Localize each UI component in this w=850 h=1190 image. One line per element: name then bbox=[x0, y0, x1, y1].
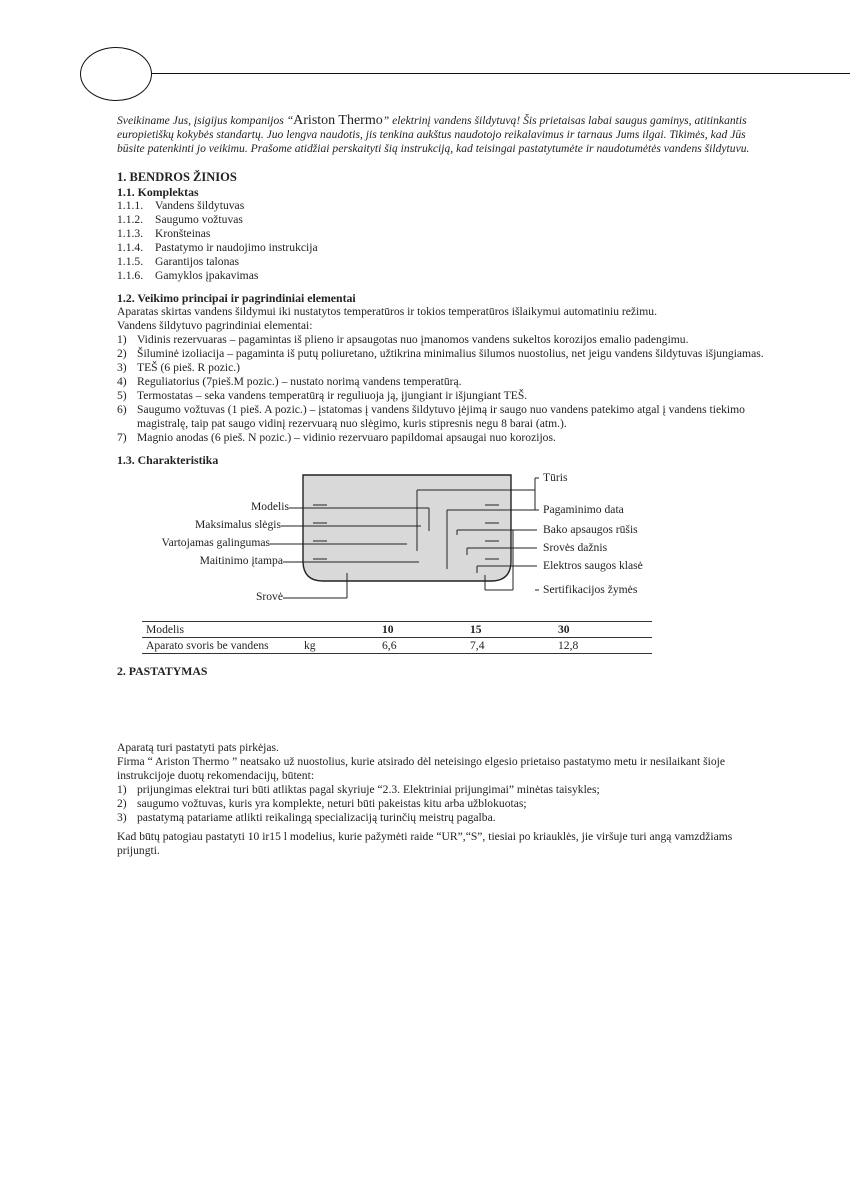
list-item: 3) TEŠ (6 pieš. R pozic.) bbox=[117, 361, 241, 374]
purpose-paragraph: Aparatas skirtas vandens šildymui iki nustatytos temperatūros ir tokios temperatūros išlaikymui automatiniu režimu. bbox=[117, 305, 657, 318]
label-voltage: Maitinimo įtampa bbox=[199, 554, 283, 567]
rating-plate-diagram bbox=[117, 469, 767, 609]
intro-paragraph bbox=[117, 114, 767, 156]
elements-list bbox=[117, 333, 767, 445]
label-safety-class: Elektros saugos klasė bbox=[543, 559, 643, 572]
section-2-title: 2. PASTATYMAS bbox=[117, 664, 208, 678]
label-current: Srovė bbox=[255, 590, 283, 603]
page-number-oval bbox=[80, 47, 152, 101]
list-item: 7) Magnio anodas (6 pieš. N pozic.) – vidinio rezervuaro papildomai apsaugai nuo korozijos. bbox=[117, 431, 556, 444]
install-list bbox=[117, 783, 767, 825]
label-production-date: Pagaminimo data bbox=[543, 503, 624, 516]
list-item: 1.1.3. Kronšteinas bbox=[117, 227, 211, 240]
section-1-title: 1. BENDROS ŽINIOS bbox=[117, 170, 237, 184]
list-item: 1) Vidinis rezervuaras – pagamintas iš plieno ir apsaugotas nuo įmanomos vandens sukeltos korozijos emalio padengimu. bbox=[117, 333, 689, 346]
list-item: 1.1.1. Vandens šildytuvas bbox=[117, 199, 245, 212]
list-item: 1.1.2. Saugumo vožtuvas bbox=[117, 213, 243, 226]
label-frequency: Srovės dažnis bbox=[543, 541, 608, 554]
rating-plate-shape bbox=[303, 475, 511, 581]
install-para-2: Firma “ Ariston Thermo ” neatsako už nuostolius, kurie atsirado dėl neteisingo elgesio prietaiso pastatymo metu ir nesilaikant šioje instrukcijoje duotų rekomendacijų, būtent: bbox=[117, 755, 726, 782]
list-item: 6) Saugumo vožtuvas (1 pieš. A pozic.) – įstatomas į vandens šildytuvo įėjimą ir saugo nuo vandens patekimo atgal į vandens tiekimo magistralę, taip pat saugo vidinį rezervuarą nuo slėgimo, kuris stipresnis negu 8 barai (atm.). bbox=[117, 403, 745, 430]
list-item: 1) prijungimas elektrai turi būti atliktas pagal skyriuje “2.3. Elektriniai prijungimai” minėtas taisykles; bbox=[117, 783, 600, 796]
label-volume: Tūris bbox=[543, 471, 568, 484]
section-1-1-title: 1.1. Komplektas bbox=[117, 185, 199, 199]
document-body bbox=[117, 114, 767, 858]
table-header-row: Modelis 10 15 30 bbox=[142, 622, 652, 638]
list-item: 5) Termostatas – seka vandens temperatūrą ir reguliuoja ją, įjungiant ir išjungiant TEŠ. bbox=[117, 389, 528, 402]
label-certification: Sertifikacijos žymės bbox=[543, 583, 638, 596]
list-item: 1.1.4. Pastatymo ir naudojimo instrukcija bbox=[117, 241, 318, 254]
install-para-1: Aparatą turi pastatyti pats pirkėjas. bbox=[117, 741, 279, 754]
header-rule bbox=[150, 73, 850, 74]
brand-name: Ariston Thermo bbox=[293, 113, 383, 128]
elements-lead: Vandens šildytuvo pagrindiniai elementai: bbox=[117, 319, 313, 332]
intro-text-end: ” elektrinį vandens šildytuvą! Šis prietaisas labai saugus gaminys, atitinkantis europietiškų kokybės standartų. Juo lengva naudotis, jis tenkina aukštus naudotojo reikalavimus ir tarnaus Jums ilgai. Tikimės, kad Jūs būsite patenkinti jo veikimu. Prašome atidžiai perskaityti šią instrukciją, kad teisingai pastatytumėte ir naudotumėtės vandens šildytuvu. bbox=[117, 114, 750, 155]
label-max-pressure: Maksimalus slėgis bbox=[195, 518, 281, 531]
section-1-2-title: 1.2. Veikimo principai ir pagrindiniai elementai bbox=[117, 291, 356, 305]
list-item: 4) Reguliatorius (7pieš.M pozic.) – nustato norimą vandens temperatūrą. bbox=[117, 375, 462, 388]
intro-text-start: Sveikiname Jus, įsigijus kompanijos “ bbox=[117, 114, 294, 127]
list-item: 3) pastatymą patariame atlikti reikalingą specializaciją turinčių meistrų pagalba. bbox=[117, 811, 496, 824]
list-item: 2) saugumo vožtuvas, kuris yra komplekte, neturi būti pakeistas kitu arba užblokuotas; bbox=[117, 797, 527, 810]
weight-table bbox=[142, 621, 652, 654]
label-tank-protection: Bako apsaugos rūšis bbox=[543, 523, 638, 536]
table-row: Aparato svoris be vandens kg 6,6 7,4 12,8 bbox=[142, 638, 652, 654]
label-model: Modelis bbox=[250, 500, 289, 513]
list-item: 1.1.5. Garantijos talonas bbox=[117, 255, 240, 268]
list-item: 1.1.6. Gamyklos įpakavimas bbox=[117, 269, 259, 282]
section-1-3-title: 1.3. Charakteristika bbox=[117, 453, 219, 467]
list-item: 2) Šiluminė izoliacija – pagaminta iš putų poliuretano, užtikrina minimalius šilumos nuostolius, net jeigu vandens šildytuvas išjungiamas. bbox=[117, 347, 764, 360]
label-power: Vartojamas galingumas bbox=[161, 536, 270, 549]
install-para-3: Kad būtų patogiau pastatyti 10 ir15 l modelius, kurie pažymėti raide “UR”,“S”, tiesiai po kriauklės, jie viršuje turi angą vamzdžiams prijungti. bbox=[117, 830, 733, 857]
kit-list bbox=[117, 199, 767, 283]
